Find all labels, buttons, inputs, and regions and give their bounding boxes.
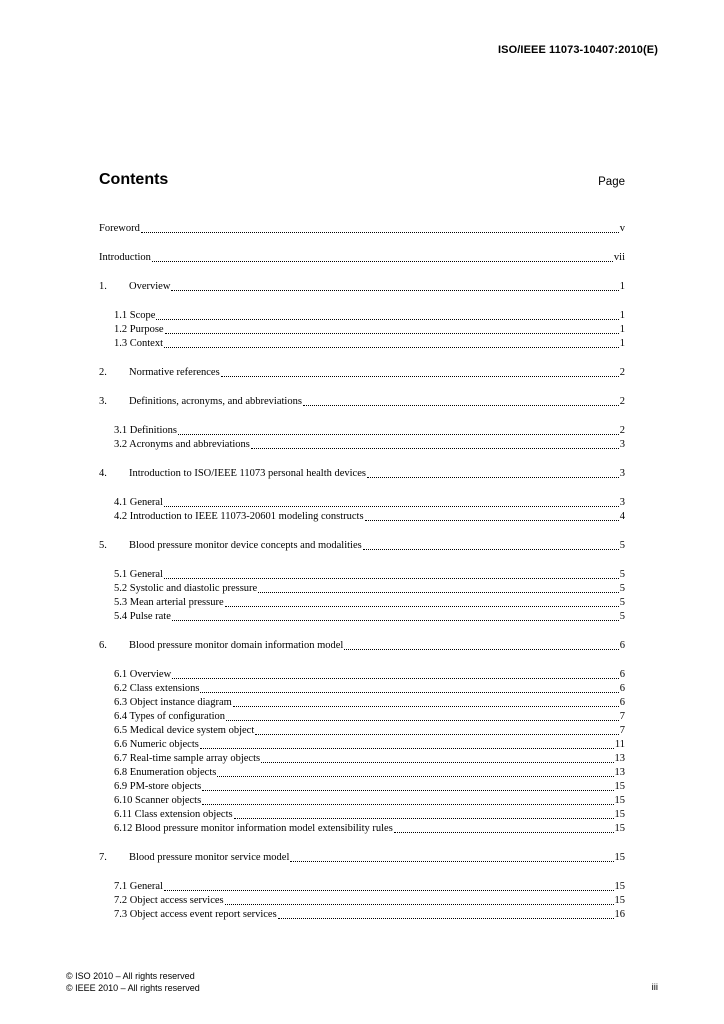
toc-entry-title: 6.7 Real-time sample array objects: [114, 753, 261, 764]
toc-page-number: 5: [619, 569, 625, 580]
toc-spacer: [99, 624, 625, 639]
toc-chapter-number: 5.: [99, 540, 107, 551]
table-of-contents: [99, 222, 625, 922]
toc-subsection-entry[interactable]: [99, 568, 625, 582]
toc-chapter-entry[interactable]: [99, 395, 625, 409]
dot-leader: [164, 496, 619, 507]
toc-subsection-entry[interactable]: [99, 738, 625, 752]
toc-entry-title: Definitions, acronyms, and abbreviations: [129, 396, 302, 407]
dot-leader: [156, 309, 618, 320]
toc-spacer: [99, 865, 625, 880]
toc-entry-title: 5.3 Mean arterial pressure: [114, 597, 224, 608]
toc-page-number: 15: [614, 809, 625, 820]
toc-entry-title: 6.4 Types of configuration: [114, 711, 226, 722]
dot-leader: [164, 568, 619, 579]
toc-entry-title: 1.3 Context: [114, 338, 163, 349]
toc-chapter-entry[interactable]: [99, 280, 625, 294]
toc-spacer: [99, 653, 625, 668]
toc-entry-title: Blood pressure monitor device concepts and modalities: [129, 540, 362, 551]
toc-page-number: 16: [614, 909, 625, 920]
dot-leader: [303, 395, 619, 406]
toc-subsection-entry[interactable]: [99, 582, 625, 596]
toc-page-number: 5: [619, 583, 625, 594]
toc-subsection-entry[interactable]: [99, 908, 625, 922]
toc-entry-title: 3.2 Acronyms and abbreviations: [114, 439, 250, 450]
toc-entry-title: 6.12 Blood pressure monitor information model extensibility rules: [114, 823, 393, 834]
toc-entry-title: 6.2 Class extensions: [114, 683, 200, 694]
toc-spacer: [99, 836, 625, 851]
toc-chapter-entry[interactable]: [99, 539, 625, 553]
toc-page-number: 15: [614, 852, 625, 863]
toc-subsection-entry[interactable]: [99, 710, 625, 724]
toc-subsection-entry[interactable]: [99, 496, 625, 510]
toc-entry-title: 6.3 Object instance diagram: [114, 697, 232, 708]
dot-leader: [394, 822, 614, 833]
dot-leader: [226, 710, 619, 721]
toc-page-number: 2: [619, 425, 625, 436]
toc-page-number: 1: [619, 324, 625, 335]
toc-subsection-entry[interactable]: [99, 766, 625, 780]
toc-subsection-entry[interactable]: [99, 438, 625, 452]
toc-subsection-entry[interactable]: [99, 808, 625, 822]
dot-leader: [233, 696, 619, 707]
toc-page-number: 3: [619, 497, 625, 508]
toc-entry-title: Overview: [129, 281, 171, 292]
contents-title: Contents: [99, 171, 169, 188]
toc-page-number: 15: [614, 895, 625, 906]
toc-entry-title: Introduction to ISO/IEEE 11073 personal health devices: [129, 468, 366, 479]
toc-chapter-entry[interactable]: [99, 851, 625, 865]
toc-entry-title: Introduction: [99, 252, 151, 263]
document-id-header: ISO/IEEE 11073-10407:2010(E): [498, 44, 658, 56]
toc-page-number: 15: [614, 795, 625, 806]
toc-page-number: 11: [614, 739, 625, 750]
dot-leader: [200, 682, 618, 693]
toc-page-number: 15: [614, 823, 625, 834]
toc-subsection-entry[interactable]: [99, 682, 625, 696]
dot-leader: [202, 780, 613, 791]
toc-entry-title: 1.2 Purpose: [114, 324, 164, 335]
dot-leader: [178, 424, 619, 435]
dot-leader: [164, 880, 614, 891]
copyright-footer: [66, 970, 200, 994]
toc-entry-title: 6.10 Scanner objects: [114, 795, 202, 806]
toc-subsection-entry[interactable]: [99, 696, 625, 710]
toc-page-number: 6: [619, 697, 625, 708]
dot-leader: [261, 752, 613, 763]
toc-page-number: 2: [619, 396, 625, 407]
toc-subsection-entry[interactable]: [99, 794, 625, 808]
dot-leader: [141, 222, 619, 233]
dot-leader: [365, 510, 619, 521]
toc-subsection-entry[interactable]: [99, 752, 625, 766]
toc-entry[interactable]: [99, 251, 625, 265]
toc-entry-title: Foreword: [99, 223, 140, 234]
dot-leader: [152, 251, 613, 262]
toc-entry-title: 6.5 Medical device system object: [114, 725, 255, 736]
dot-leader: [202, 794, 613, 805]
toc-page-number: 1: [619, 281, 625, 292]
toc-entry-title: 6.9 PM-store objects: [114, 781, 202, 792]
toc-page-number: 13: [614, 753, 625, 764]
dot-leader: [172, 668, 619, 679]
copyright-iso: © ISO 2010 – All rights reserved: [66, 971, 195, 981]
toc-entry-title: Blood pressure monitor domain information model: [129, 640, 344, 651]
toc-entry-title: 1.1 Scope: [114, 310, 156, 321]
toc-subsection-entry[interactable]: [99, 822, 625, 836]
toc-entry[interactable]: [99, 222, 625, 236]
toc-spacer: [99, 553, 625, 568]
toc-page-number: 5: [619, 540, 625, 551]
toc-page-number: 2: [619, 367, 625, 378]
toc-subsection-entry[interactable]: [99, 780, 625, 794]
page-column-label: Page: [598, 176, 625, 188]
toc-page-number: 4: [619, 511, 625, 522]
toc-page-number: 15: [614, 781, 625, 792]
toc-chapter-number: 1.: [99, 281, 107, 292]
toc-spacer: [99, 409, 625, 424]
toc-subsection-entry[interactable]: [99, 424, 625, 438]
page-number: iii: [651, 982, 658, 993]
dot-leader: [225, 596, 619, 607]
dot-leader: [200, 738, 614, 749]
dot-leader: [221, 366, 619, 377]
toc-page-number: 6: [619, 640, 625, 651]
toc-page-number: 5: [619, 597, 625, 608]
dot-leader: [251, 438, 619, 449]
toc-page-number: 3: [619, 468, 625, 479]
toc-entry-title: 7.2 Object access services: [114, 895, 224, 906]
toc-entry-title: 5.2 Systolic and diastolic pressure: [114, 583, 258, 594]
dot-leader: [164, 337, 619, 348]
toc-page-number: 7: [619, 711, 625, 722]
toc-subsection-entry[interactable]: [99, 510, 625, 524]
dot-leader: [225, 894, 614, 905]
toc-spacer: [99, 236, 625, 251]
toc-subsection-entry[interactable]: [99, 668, 625, 682]
toc-spacer: [99, 380, 625, 395]
dot-leader: [278, 908, 614, 919]
toc-entry-title: 4.2 Introduction to IEEE 11073-20601 modeling constructs: [114, 511, 364, 522]
toc-page-number: 5: [619, 611, 625, 622]
toc-page-number: 15: [614, 881, 625, 892]
toc-chapter-number: 2.: [99, 367, 107, 378]
toc-chapter-number: 7.: [99, 852, 107, 863]
toc-chapter-entry[interactable]: [99, 639, 625, 653]
toc-entry-title: 3.1 Definitions: [114, 425, 177, 436]
toc-chapter-number: 6.: [99, 640, 107, 651]
toc-spacer: [99, 351, 625, 366]
dot-leader: [367, 467, 619, 478]
dot-leader: [171, 280, 618, 291]
toc-entry-title: 6.6 Numeric objects: [114, 739, 199, 750]
dot-leader: [290, 851, 613, 862]
toc-chapter-entry[interactable]: [99, 366, 625, 380]
dot-leader: [172, 610, 619, 621]
toc-subsection-entry[interactable]: [99, 880, 625, 894]
toc-page-number: 13: [614, 767, 625, 778]
toc-spacer: [99, 265, 625, 280]
dot-leader: [165, 323, 619, 334]
dot-leader: [344, 639, 618, 650]
toc-page-number: 7: [619, 725, 625, 736]
dot-leader: [255, 724, 619, 735]
toc-entry-title: 7.1 General: [114, 881, 163, 892]
toc-chapter-number: 3.: [99, 396, 107, 407]
toc-page-number: v: [619, 223, 625, 234]
toc-subsection-entry[interactable]: [99, 610, 625, 624]
toc-spacer: [99, 294, 625, 309]
toc-spacer: [99, 481, 625, 496]
toc-subsection-entry[interactable]: [99, 894, 625, 908]
toc-entry-title: 7.3 Object access event report services: [114, 909, 277, 920]
toc-page-number: 1: [619, 310, 625, 321]
toc-entry-title: 6.11 Class extension objects: [114, 809, 233, 820]
toc-entry-title: 4.1 General: [114, 497, 163, 508]
dot-leader: [217, 766, 613, 777]
toc-subsection-entry[interactable]: [99, 596, 625, 610]
toc-page-number: 6: [619, 669, 625, 680]
toc-subsection-entry[interactable]: [99, 724, 625, 738]
toc-subsection-entry[interactable]: [99, 337, 625, 351]
toc-entry-title: 6.8 Enumeration objects: [114, 767, 217, 778]
toc-entry-title: 6.1 Overview: [114, 669, 172, 680]
dot-leader: [234, 808, 614, 819]
toc-page-number: 1: [619, 338, 625, 349]
copyright-ieee: © IEEE 2010 – All rights reserved: [66, 983, 200, 993]
dot-leader: [258, 582, 619, 593]
toc-chapter-number: 4.: [99, 468, 107, 479]
toc-page-number: 6: [619, 683, 625, 694]
toc-entry-title: 5.4 Pulse rate: [114, 611, 171, 622]
toc-page-number: vii: [613, 252, 625, 263]
toc-chapter-entry[interactable]: [99, 467, 625, 481]
toc-page-number: 3: [619, 439, 625, 450]
toc-entry-title: Blood pressure monitor service model: [129, 852, 290, 863]
toc-subsection-entry[interactable]: [99, 323, 625, 337]
toc-entry-title: 5.1 General: [114, 569, 163, 580]
dot-leader: [363, 539, 619, 550]
toc-subsection-entry[interactable]: [99, 309, 625, 323]
toc-entry-title: Normative references: [129, 367, 220, 378]
toc-spacer: [99, 524, 625, 539]
toc-spacer: [99, 452, 625, 467]
